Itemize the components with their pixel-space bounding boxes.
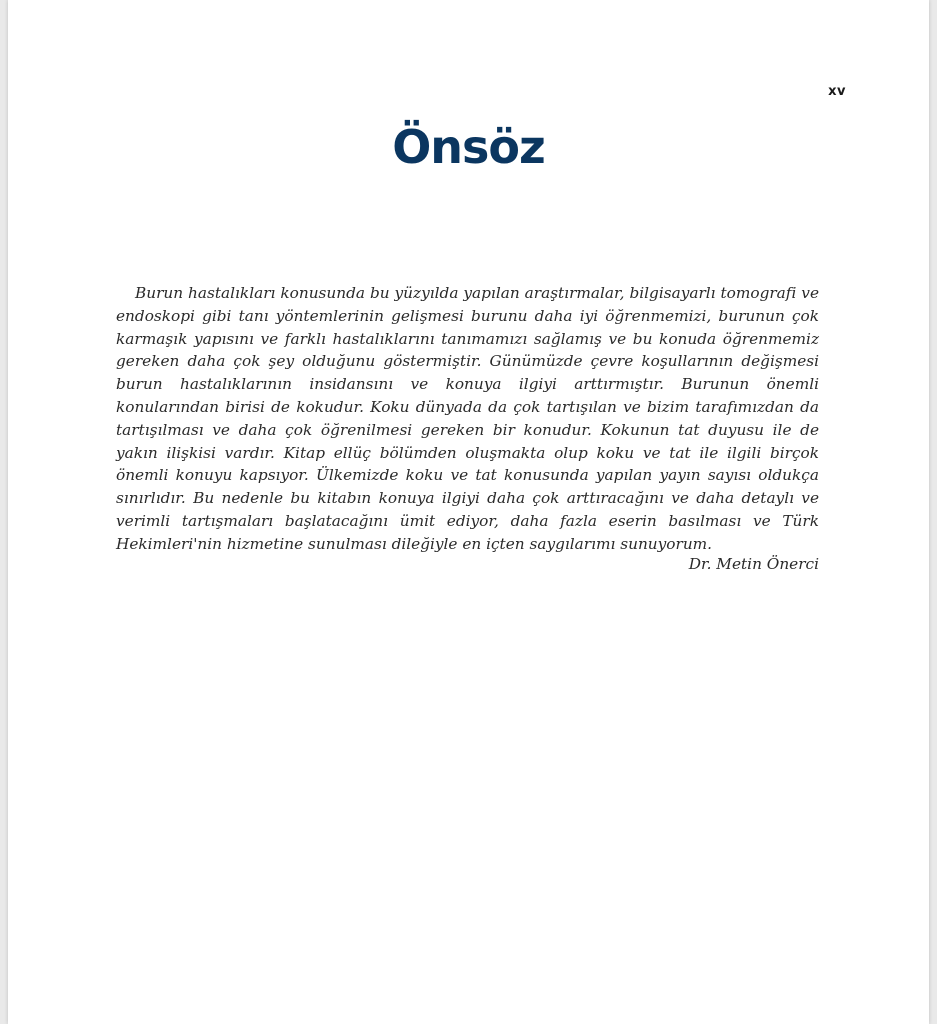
page-number: xv (828, 84, 846, 99)
page-title: Önsöz (392, 120, 545, 174)
author-signature: Dr. Metin Önerci (688, 555, 819, 573)
book-page (8, 0, 929, 1024)
preface-paragraph: Burun hastalıkları konusunda bu yüzyılda yapılan araştırmalar, bilgisayarlı tomografi ve endoskopi gibi tanı yöntemlerinin gelişmesi burunu daha iyi öğrenmemizi, burunun çok karmaşık yapısını ve farklı hastalıklarını tanımamızı sağlamış ve bu konuda öğrenmemiz gereken daha çok şey olduğunu göstermiştir. Günümüzde çevre koşullarının değişmesi burun hastalıklarının insidansını ve konuya ilgiyi arttırmıştır. Burunun önemli konularından birisi de kokudur. Koku dünyada da çok tartışılan ve bizim tarafımızdan da tartışılması ve daha çok öğrenilmesi gereken bir konudur. Kokunun tat duyusu ile de yakın ilişkisi vardır. Kitap ellüç bölümden oluşmakta olup koku ve tat ile ilgili birçok önemli konuyu kapsıyor. Ülkemizde koku ve tat konusunda yapılan yayın sayısı oldukça sınırlıdır. Bu nedenle bu kitabın konuya ilgiyi daha çok arttıracağını ve daha detaylı ve verimli tartışmaları başlatacağını ümit ediyor, daha fazla eserin basılması ve Türk Hekimleri'nin hizmetine sunulması dileğiyle en içten saygılarımı sunuyorum. (116, 284, 819, 553)
